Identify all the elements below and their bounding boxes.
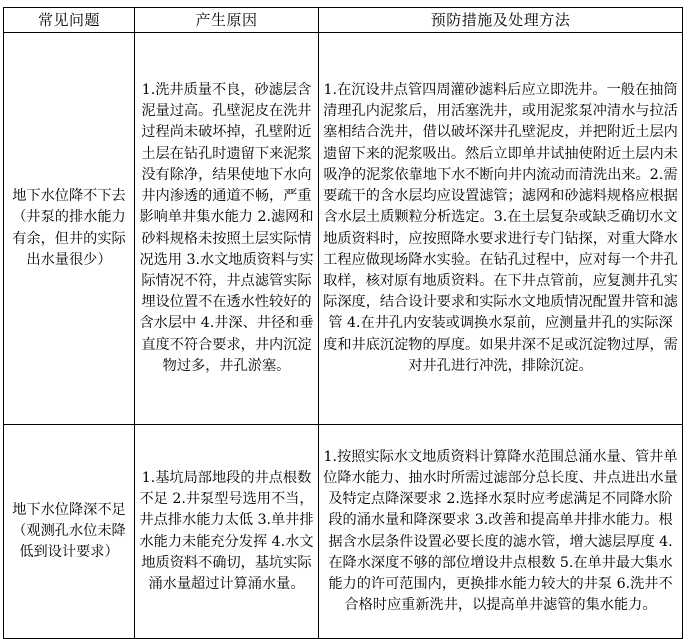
header-measure: 预防措施及处理方法 [319, 8, 683, 33]
table-row [4, 33, 683, 425]
cell-problem: 地下水位降不下去（井泵的排水能力有余，但井的实际出水量很少） [4, 33, 135, 425]
cell-measure: 1.在沉设井点管四周灌砂滤料后应立即洗井。一般在抽筒清理孔内泥浆后，用活塞洗井，或用泥浆泵冲清水与拉活塞相结合洗井，借以破坏深井孔壁泥皮，并把附近土层内遗留下来的泥浆吸出。然后立即单井试抽使附近土层内未吸净的泥浆依靠地下水不断向井内流动而清洗出来。2.需要疏干的含水层均应设置滤管；滤网和砂滤料规格应根据含水层土质颗粒分析选定。3.在土层复杂或缺乏确切水文地质资料时，应按照降水要求进行专门钻探，对重大降水工程应做现场降水实验。在钻孔过程中，应对每一个井孔取样，核对原有地质资料。在下井点管前，应复测井孔实际深度，结合设计要求和实际水文地质情况配置井管和滤管 4.在井孔内安装或调换水泵前，应测量井孔的实际深度和井底沉淀物的厚度。如果井深不足或沉淀物过厚，需对井孔进行冲洗，排除沉淀。 [319, 33, 683, 425]
table-row [4, 425, 683, 639]
cell-cause: 1.洗井质量不良，砂滤层含泥量过高。孔壁泥皮在洗井过程尚未破坏掉，孔壁附近土层在钻孔时遗留下来泥浆没有除净，结果使地下水向井内渗透的通道不畅，严重影响单井集水能力 2.滤网和砂料规格未按照土层实际情况选用 3.水文地质资料与实际情况不符，井点滤管实际埋设位置不在透水性较好的含水层中 4.井深、井径和垂直度不符合要求，井内沉淀物过多，井孔淤塞。 [135, 33, 319, 425]
cell-measure: 1.按照实际水文地质资料计算降水范围总涌水量、管井单位降水能力、抽水时所需过滤部分总长度、井点进出水量及特定点降深要求 2.选择水泵时应考虑满足不同降水阶段的涌水量和降深要求 3.改善和提高单井排水能力。根据含水层条件设置必要长度的滤水管，增大滤层厚度 4.在降水深度不够的部位增设井点根数 5.在单井最大集水能力的许可范围内，更换排水能力较大的井泵 6.洗井不合格时应重新洗井，以提高单井滤管的集水能力。 [319, 425, 683, 639]
problem-cause-measure-table [3, 7, 683, 639]
header-problem: 常见问题 [4, 8, 135, 33]
cell-problem: 地下水位降深不足（观测孔水位未降低到设计要求） [4, 425, 135, 639]
header-cause: 产生原因 [135, 8, 319, 33]
table-header-row [4, 8, 683, 33]
cell-cause: 1.基坑局部地段的井点根数不足 2.井泵型号选用不当，井点排水能力太低 3.单井排水能力未能充分发挥 4.水文地质资料不确切，基坑实际涌水量超过计算涌水量。 [135, 425, 319, 639]
